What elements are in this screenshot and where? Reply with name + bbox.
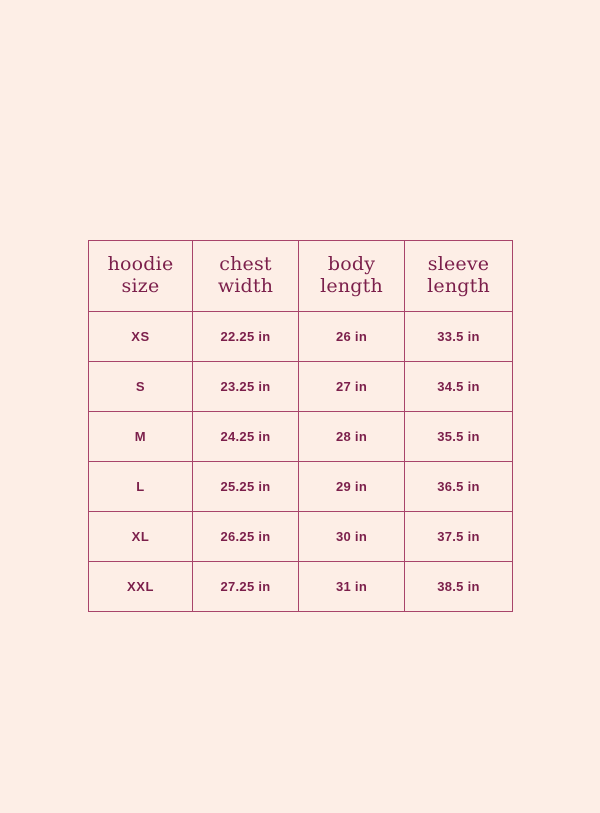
table-header xyxy=(89,241,513,312)
cell-body-length: 26 in xyxy=(299,312,405,362)
cell-chest-width: 24.25 in xyxy=(193,412,299,462)
cell-size: L xyxy=(89,462,193,512)
size-chart-container xyxy=(88,240,512,612)
column-header-line-1: chest xyxy=(219,253,272,276)
cell-body-length: 28 in xyxy=(299,412,405,462)
table-header-row xyxy=(89,241,513,312)
size-chart-table xyxy=(88,240,513,612)
cell-sleeve-length: 34.5 in xyxy=(405,362,513,412)
column-header-line-1: sleeve xyxy=(427,253,490,276)
cell-body-length: 29 in xyxy=(299,462,405,512)
table-row xyxy=(89,362,513,412)
cell-body-length: 30 in xyxy=(299,512,405,562)
cell-size: XS xyxy=(89,312,193,362)
column-header-sleeve-length xyxy=(405,241,513,312)
table-row xyxy=(89,412,513,462)
cell-chest-width: 22.25 in xyxy=(193,312,299,362)
column-header-line-1: hoodie xyxy=(107,253,174,276)
column-header-body-length xyxy=(299,241,405,312)
cell-chest-width: 23.25 in xyxy=(193,362,299,412)
column-header-line-2: length xyxy=(320,275,383,297)
cell-size: XL xyxy=(89,512,193,562)
cell-chest-width: 26.25 in xyxy=(193,512,299,562)
cell-size: S xyxy=(89,362,193,412)
cell-size: XXL xyxy=(89,562,193,612)
column-header-hoodie-size xyxy=(89,241,193,312)
table-row xyxy=(89,512,513,562)
cell-sleeve-length: 35.5 in xyxy=(405,412,513,462)
cell-chest-width: 25.25 in xyxy=(193,462,299,512)
cell-chest-width: 27.25 in xyxy=(193,562,299,612)
cell-body-length: 27 in xyxy=(299,362,405,412)
column-header-line-1: body xyxy=(327,253,376,276)
table-row xyxy=(89,462,513,512)
table-row xyxy=(89,312,513,362)
cell-sleeve-length: 33.5 in xyxy=(405,312,513,362)
cell-sleeve-length: 36.5 in xyxy=(405,462,513,512)
table-row xyxy=(89,562,513,612)
cell-body-length: 31 in xyxy=(299,562,405,612)
cell-sleeve-length: 38.5 in xyxy=(405,562,513,612)
cell-size: M xyxy=(89,412,193,462)
column-header-line-2: width xyxy=(217,275,274,297)
column-header-line-2: size xyxy=(121,275,160,297)
column-header-line-2: length xyxy=(427,275,490,297)
table-body xyxy=(89,312,513,612)
column-header-chest-width xyxy=(193,241,299,312)
cell-sleeve-length: 37.5 in xyxy=(405,512,513,562)
